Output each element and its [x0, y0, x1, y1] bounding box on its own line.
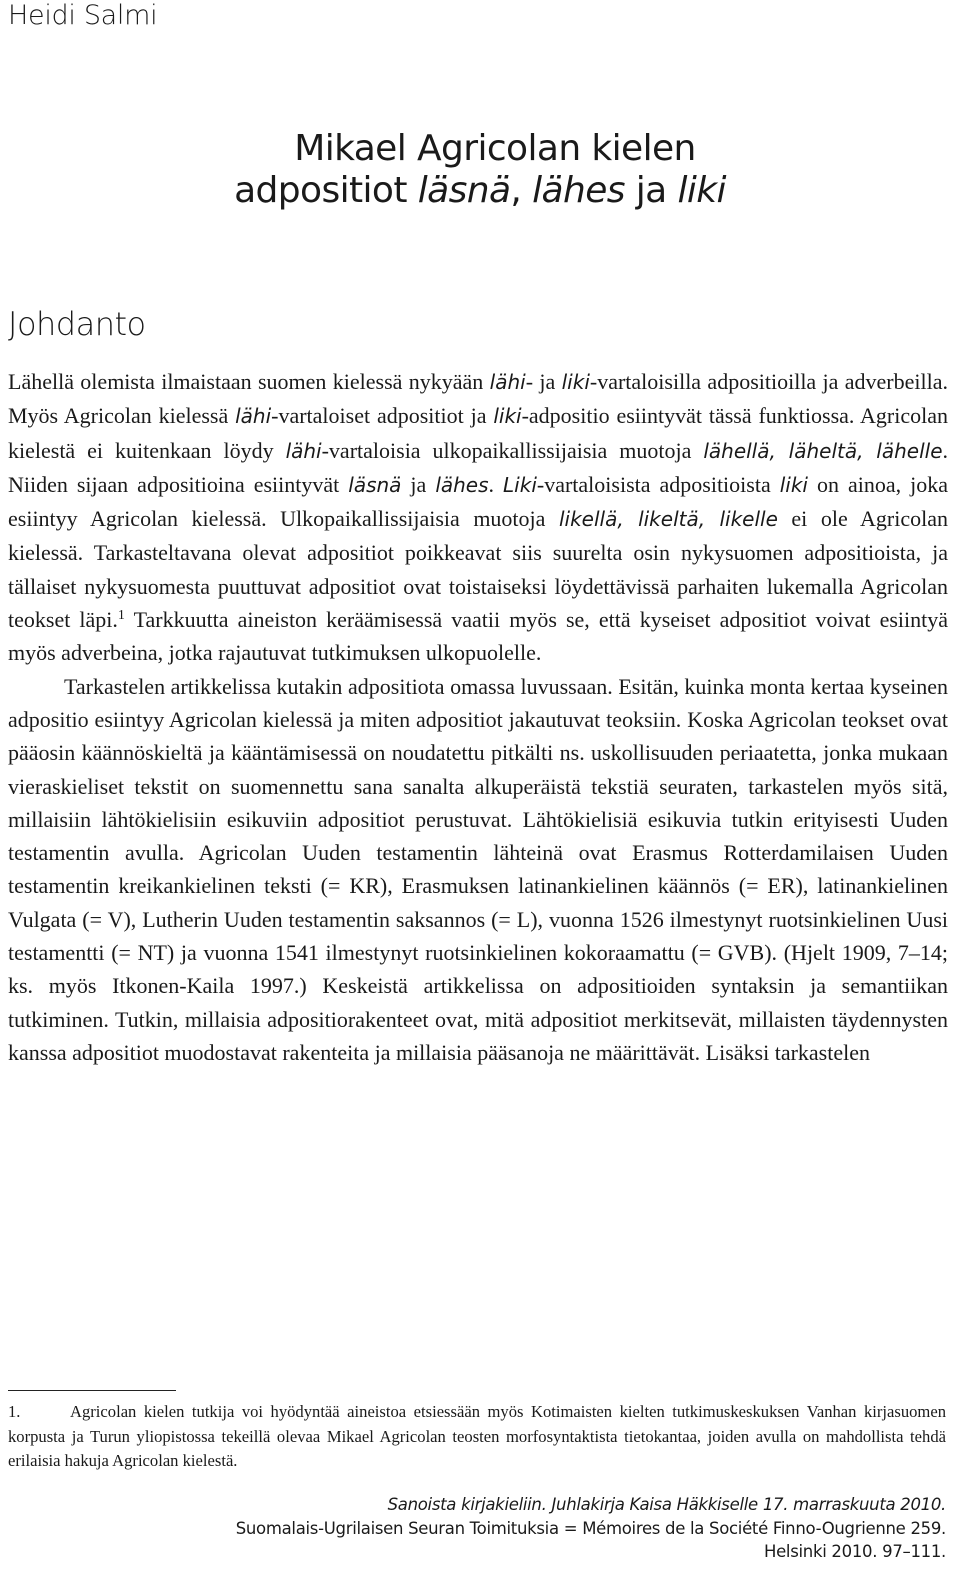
text-run: . Niiden sijaan adpositioina esiintyvät: [8, 437, 949, 497]
paragraph-1: [8, 365, 948, 670]
text-run: -vartaloisista adpositioista: [536, 471, 780, 497]
text-run: -adpositio esiintyvät tässä funktiossa. Agricolan kielestä ei kuitenkaan löydy: [8, 403, 948, 463]
text-run: ja: [401, 471, 436, 497]
running-head-author: Heidi Salmi: [8, 0, 158, 31]
text-run: Lähellä olemista ilmaistaan suomen kielessä nykyään: [8, 369, 490, 394]
title-line-2: [0, 170, 960, 212]
paragraph-2: Tarkastelen artikkelissa kutakin adpositiota omassa luvussaan. Esitän, kuinka monta kertaa kyseinen adpositio esiintyy Agricolan kielessä ja miten adpositiot jakautuvat teoksiin. Koska Agricolan teokset ovat pääosin käännöskieltä ja kääntämisessä on noudatettu pitkälti ns. uskollisuuden periaatetta, jonka mukaan vieraskieliset tekstit on suomennettu sana sanalta alkuperäistä tekstiä seuraten, tarkastelen myös sitä, millaisiin lähtökielisiin esikuviin adpositiot perustuvat. Lähtökielisiä esikuvia tutkin erityisesti Uuden testamentin avulla. Agricolan Uuden testamentin lähteinä ovat Erasmus Rotterdamilaisen Uuden testamentin kreikankielinen teksti (= KR), Erasmuksen latinankielinen käännös (= ER), latinankielinen Vulgata (= V), Lutherin Uuden testamentin saksannos (= L), vuonna 1526 ilmestynyt ruotsinkielinen Uusi testamentti (= NT) ja vuonna 1541 ilmestynyt ruotsinkielinen kokoraamattu (= GVB). (Hjelt 1909, 7–14; ks. myös Itkonen-Kaila 1997.) Keskeistä artikkelissa on adpositioiden syntaksin ja semantiikan tutkiminen. Tutkin, millaisia adpositiorakenteet ovat, mitä adpositiot merkitsevät, millaisten täydennysten kanssa adpositiot muodostavat rakenteita ja millaisia pääsanoja ne määrittävät. Lisäksi tarkastelen: [8, 673, 948, 1065]
publication-info: [236, 1493, 946, 1564]
italic-term: lähi: [285, 438, 322, 463]
footnote-1: [8, 1400, 946, 1474]
italic-term: lähellä, läheltä, lähelle: [703, 438, 943, 463]
title-word-lahes: lähes: [532, 170, 625, 211]
text-run: Tarkkuutta aineiston keräämisessä vaatii myös se, että kyseiset adpositiot voivat esiintyä myös adverbeina, jotka rajautuvat tutkimuksen ulkopuolelle.: [8, 607, 948, 666]
title-prefix: adpositiot: [234, 170, 418, 211]
italic-term: läsnä: [348, 472, 402, 497]
publication-line-1: Sanoista kirjakieliin. Juhlakirja Kaisa Häkkiselle 17. marraskuuta 2010.: [387, 1495, 946, 1514]
publication-line-3: Helsinki 2010. 97–111.: [763, 1542, 946, 1561]
text-run: on ainoa, joka esiintyy Agricolan kielessä. Ulkopaikallissijaisia muotoja: [8, 471, 948, 532]
italic-term: lähi: [235, 404, 272, 429]
title-conjunction: ja: [624, 170, 678, 211]
title-word-lasna: läsnä: [417, 170, 511, 211]
footnote-number: 1.: [8, 1402, 21, 1421]
italic-term: liki: [779, 472, 808, 497]
footnote-text: Agricolan kielen tutkija voi hyödyntää aineistoa etsiessään myös Kotimaisten kielten tutkimuskeskuksen Vanhan kirjasuomen korpusta ja Turun yliopistossa tekeillä olevaa Mikael Agricolan teosten morfosyntaktista tietokantaa, joiden avulla on mahdollista tehdä erilaisia hakuja Agricolan kielestä.: [8, 1402, 946, 1470]
section-heading: Johdanto: [8, 305, 146, 343]
publication-line-2: Suomalais-Ugrilaisen Seuran Toimituksia = Mémoires de la Société Finno-Ougrienne 259.: [235, 1518, 946, 1538]
text-run: -vartaloisia ulkopaikallissijaisia muotoja: [321, 437, 704, 463]
italic-term: lähes: [435, 472, 489, 497]
title-word-liki: liki: [677, 170, 726, 211]
text-run: .: [488, 471, 504, 497]
body-text: [8, 365, 948, 1069]
article-title: [0, 128, 960, 212]
italic-term: liki: [493, 404, 522, 429]
text-run: ei ole Agricolan kielessä. Tarkasteltavana olevat adpositiot poikkeavat siis suurelta osin nykysuomen adpositioista, ja tällaiset nykysuomesta puuttuvat adpositiot ovat toistaiseksi löydettävissä parhaiten lukemalla Agricolan teokset läpi.: [8, 506, 948, 633]
text-run: -vartaloiset adpositiot ja: [271, 403, 494, 429]
italic-term: lähi: [489, 370, 526, 394]
title-line-1: Mikael Agricolan kielen: [294, 128, 696, 169]
italic-term: likellä, likeltä, likelle: [558, 507, 778, 532]
text-run: - ja: [525, 369, 562, 394]
title-separator: ,: [510, 170, 533, 211]
footnote-reference[interactable]: 1: [117, 608, 125, 624]
text-run: -vartaloisilla adpositioilla ja adverbeilla. Myös Agricolan kielessä: [8, 369, 949, 429]
italic-term: Liki: [503, 472, 537, 497]
italic-term: liki: [561, 370, 590, 394]
footnote-divider: [8, 1390, 176, 1391]
